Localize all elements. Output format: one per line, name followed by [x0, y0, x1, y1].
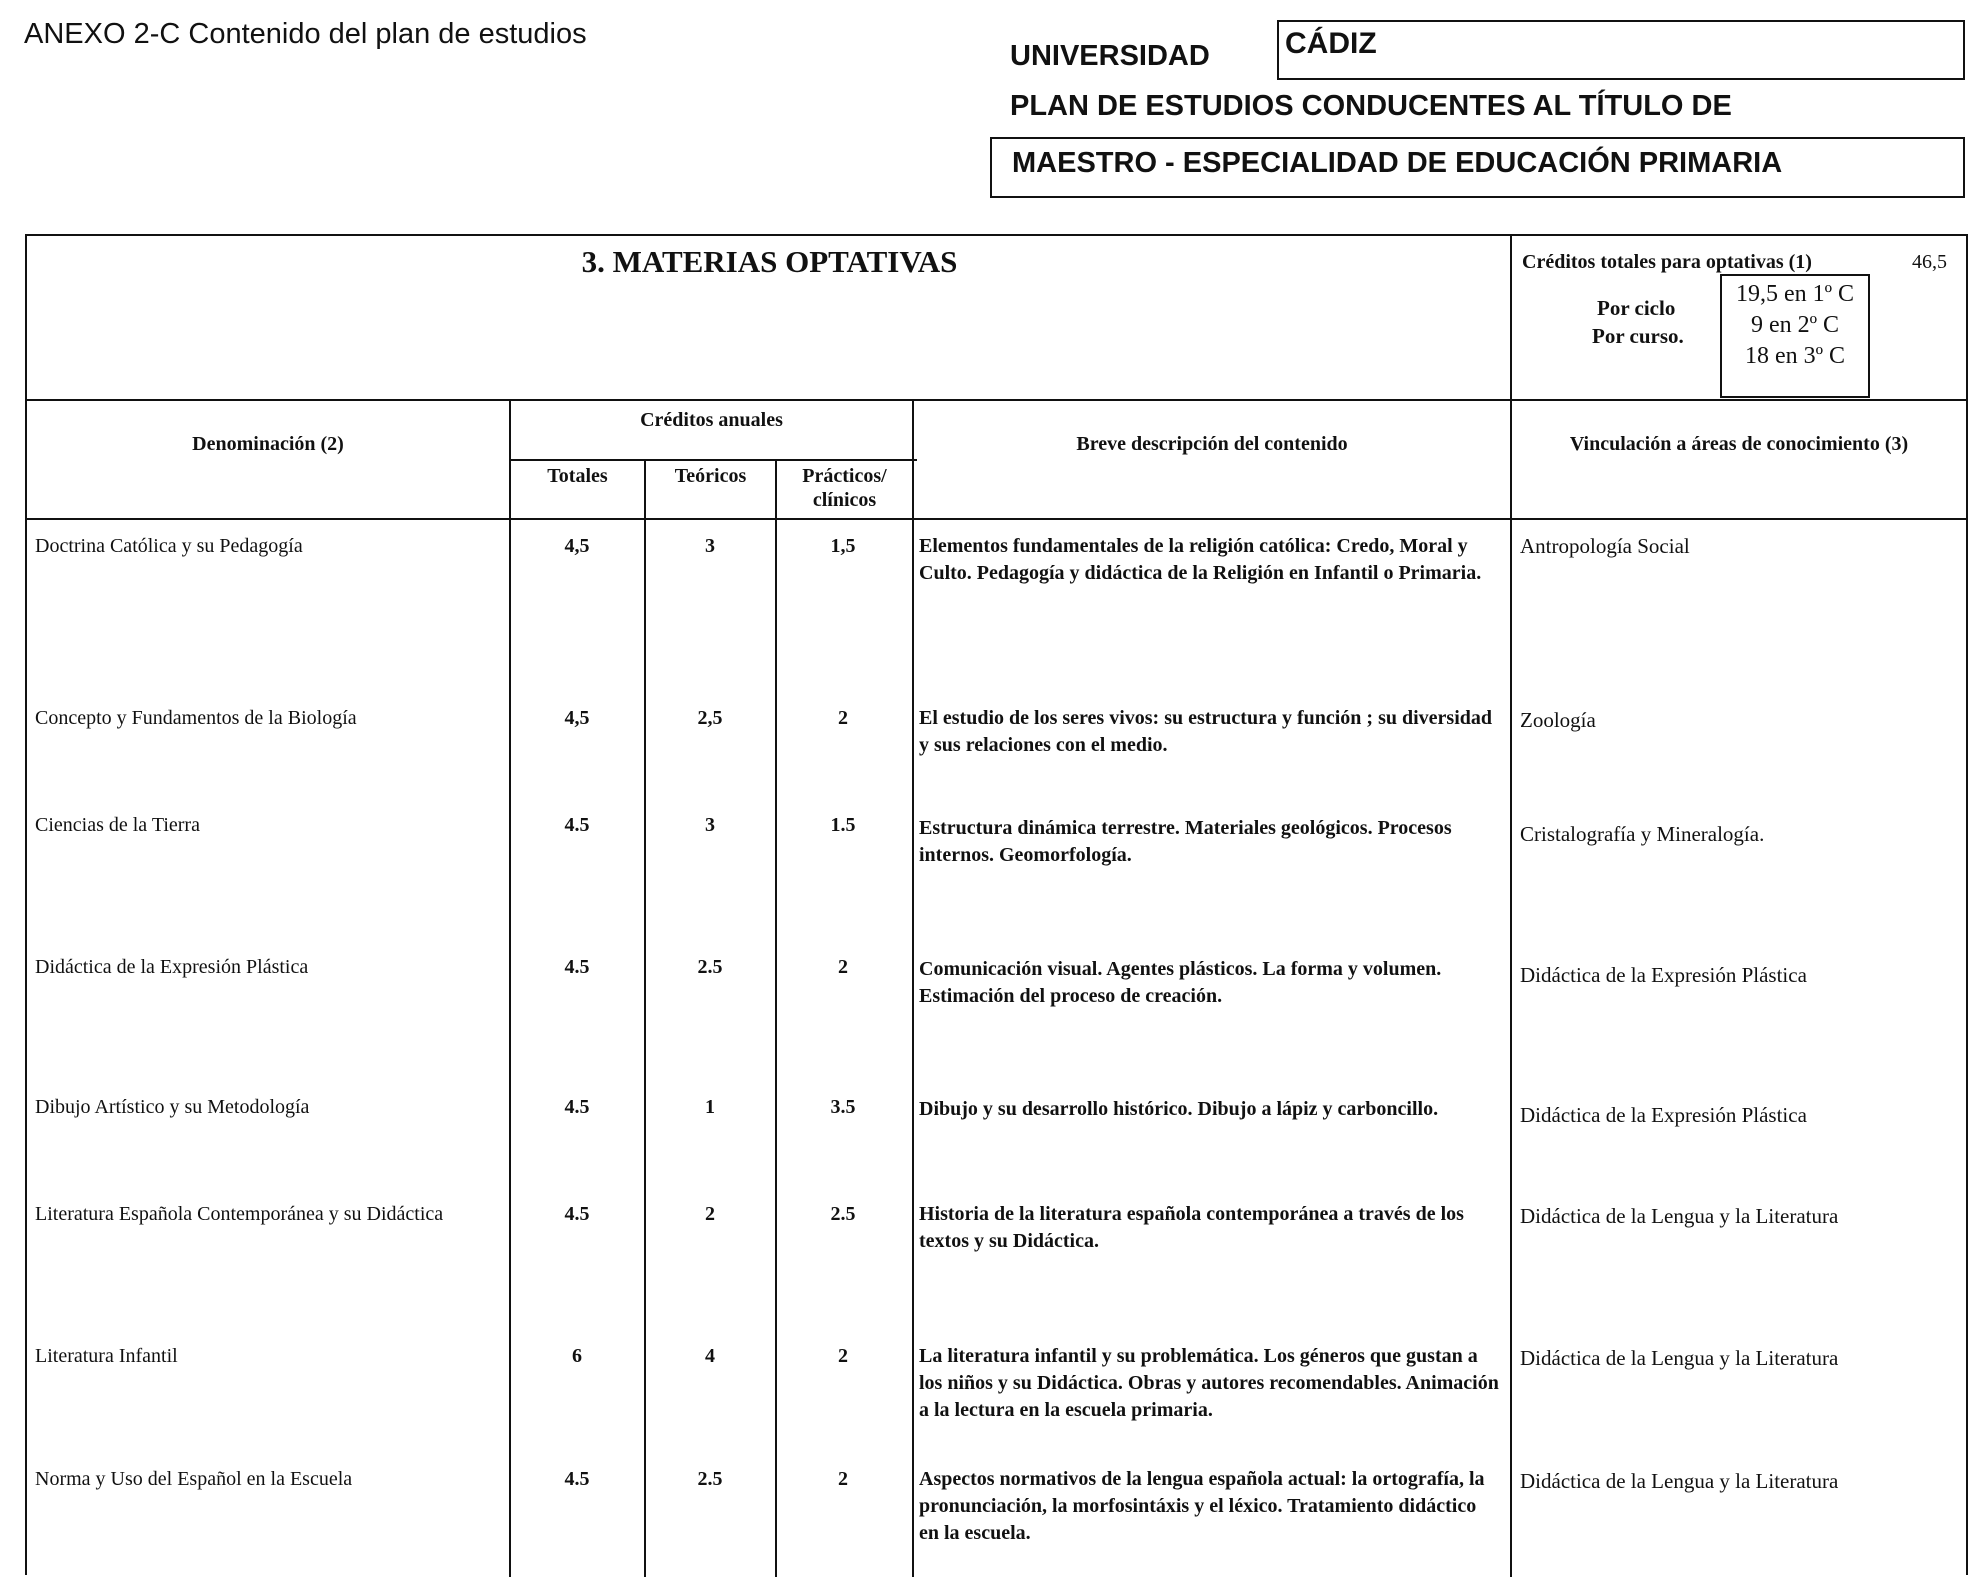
col-header-totales: Totales	[547, 465, 608, 487]
credits-practicos: 2	[838, 956, 848, 978]
col-header-practicos-line1: Prácticos/	[802, 465, 887, 487]
knowledge-area: Didáctica de la Lengua y la Literatura	[1520, 1469, 1839, 1493]
course-credits-3: 18 en 3º C	[1744, 343, 1846, 369]
col-header-teoricos: Teóricos	[674, 465, 747, 487]
subject-description: La literatura infantil y su problemática. Los géneros que gustan a los niños y su Didáctica. Obras y autores recomendables. Animación a la lectura en la escuela primaria.	[919, 1345, 1499, 1421]
subject-description: Aspectos normativos de la lengua española actual: la ortografía, la pronunciación, la morfosintáxis y el léxico. Tratamiento didáctico en la escuela.	[919, 1468, 1485, 1544]
subject-name: Ciencias de la Tierra	[35, 814, 200, 836]
total-credits-label: Créditos totales para optativas (1)	[1522, 251, 1812, 273]
credits-practicos: 2	[838, 1468, 848, 1490]
knowledge-area: Didáctica de la Lengua y la Literatura	[1520, 1204, 1839, 1228]
col-header-practicos-line2: clínicos	[812, 489, 877, 511]
university-label: UNIVERSIDAD	[1010, 40, 1210, 72]
subject-description: Dibujo y su desarrollo histórico. Dibujo a lápiz y carboncillo.	[919, 1098, 1439, 1120]
credits-teoricos: 1	[705, 1096, 715, 1118]
credits-totales: 4.5	[564, 1468, 590, 1490]
per-cycle-label: Por ciclo	[1597, 296, 1676, 320]
credits-totales: 4.5	[564, 814, 590, 836]
optional-subjects-table	[25, 234, 1968, 1575]
annex-title: ANEXO 2-C Contenido del plan de estudios	[24, 18, 587, 50]
section-title: 3. MATERIAS OPTATIVAS	[581, 244, 958, 279]
subject-description: Comunicación visual. Agentes plásticos. La forma y volumen. Estimación del proceso de creación.	[919, 958, 1442, 1007]
col-header-descripcion: Breve descripción del contenido	[1076, 433, 1348, 455]
subject-name: Didáctica de la Expresión Plástica	[35, 956, 309, 978]
divider	[509, 459, 917, 461]
knowledge-area: Didáctica de la Expresión Plástica	[1520, 1103, 1807, 1127]
col-header-creditos-anuales: Créditos anuales	[640, 409, 783, 431]
divider	[912, 399, 914, 1577]
credits-teoricos: 2.5	[697, 1468, 723, 1490]
subject-name: Concepto y Fundamentos de la Biología	[35, 707, 357, 729]
total-credits-value: 46,5	[1912, 251, 1947, 273]
course-credits-1: 19,5 en 1º C	[1735, 281, 1855, 307]
knowledge-area: Cristalografía y Mineralogía.	[1520, 822, 1765, 846]
degree-title: MAESTRO - ESPECIALIDAD DE EDUCACIÓN PRIMARIA	[1012, 147, 1783, 179]
subject-name: Norma y Uso del Español en la Escuela	[35, 1468, 353, 1490]
credits-teoricos: 3	[705, 814, 715, 836]
credits-practicos: 1,5	[830, 535, 856, 557]
credits-practicos: 2.5	[830, 1203, 856, 1225]
divider	[27, 399, 1966, 401]
credits-teoricos: 4	[705, 1345, 715, 1367]
subject-name: Literatura Española Contemporánea y su Didáctica	[35, 1203, 444, 1225]
credits-teoricos: 2.5	[697, 956, 723, 978]
divider	[775, 459, 777, 1577]
col-header-vinculacion: Vinculación a áreas de conocimiento (3)	[1569, 433, 1909, 455]
knowledge-area: Didáctica de la Expresión Plástica	[1520, 963, 1807, 987]
university-box	[1277, 20, 1965, 80]
divider	[27, 518, 1966, 520]
subject-description: Elementos fundamentales de la religión católica: Credo, Moral y Culto. Pedagogía y didáctica de la Religión en Infantil o Primaria.	[919, 535, 1482, 584]
knowledge-area: Didáctica de la Lengua y la Literatura	[1520, 1346, 1839, 1370]
subject-name: Dibujo Artístico y su Metodología	[35, 1096, 310, 1118]
subject-name: Doctrina Católica y su Pedagogía	[35, 535, 303, 557]
credits-totales: 4.5	[564, 956, 590, 978]
credits-practicos: 2	[838, 707, 848, 729]
credits-teoricos: 3	[705, 535, 715, 557]
subject-name: Literatura Infantil	[35, 1345, 178, 1367]
per-course-label: Por curso.	[1592, 324, 1684, 348]
credits-teoricos: 2	[705, 1203, 715, 1225]
subject-description: Estructura dinámica terrestre. Materiales geológicos. Procesos internos. Geomorfología.	[919, 817, 1452, 866]
credits-totales: 6	[572, 1345, 582, 1367]
credits-practicos: 1.5	[830, 814, 856, 836]
credits-totales: 4,5	[564, 535, 590, 557]
col-header-denominacion: Denominación (2)	[192, 433, 344, 455]
divider	[644, 459, 646, 1577]
knowledge-area: Zoología	[1520, 708, 1596, 732]
subject-description: El estudio de los seres vivos: su estructura y función ; su diversidad y sus relaciones con el medio.	[919, 707, 1493, 756]
knowledge-area: Antropología Social	[1520, 534, 1690, 558]
credits-totales: 4,5	[564, 707, 590, 729]
plan-label: PLAN DE ESTUDIOS CONDUCENTES AL TÍTULO DE	[1010, 90, 1732, 122]
subject-description: Historia de la literatura española contemporánea a través de los textos y su Didáctica.	[919, 1203, 1464, 1252]
degree-title-box	[990, 137, 1965, 198]
per-course-box	[1720, 274, 1870, 398]
credits-totales: 4.5	[564, 1096, 590, 1118]
credits-teoricos: 2,5	[697, 707, 723, 729]
credits-practicos: 2	[838, 1345, 848, 1367]
divider	[509, 399, 511, 1577]
university-value: CÁDIZ	[1285, 27, 1377, 60]
credits-practicos: 3.5	[830, 1096, 856, 1118]
col-header-practicos	[777, 464, 912, 512]
credits-totales: 4.5	[564, 1203, 590, 1225]
course-credits-2: 9 en 2º C	[1750, 312, 1840, 338]
